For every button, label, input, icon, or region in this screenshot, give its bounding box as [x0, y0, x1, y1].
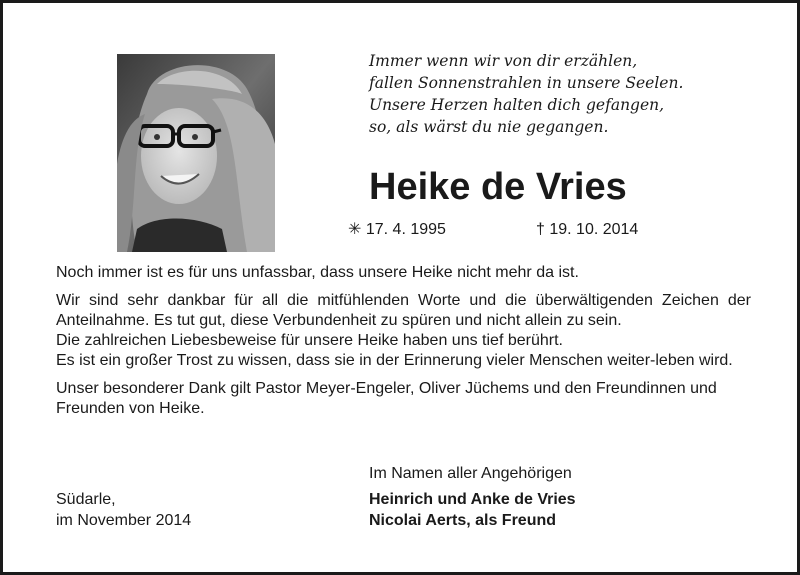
poem-line: fallen Sonnenstrahlen in unsere Seelen. [369, 74, 684, 92]
signers [369, 489, 576, 531]
poem-line: Unsere Herzen halten dich gefangen, [369, 96, 665, 114]
message-paragraph: Wir sind sehr dankbar für all die mitfühlenden Worte und die überwältigenden Zeichen der Anteilnahme. Es tut gut, diese Verbundenheit zu spüren und nicht allein zu sein. [56, 292, 751, 329]
poem-line: Immer wenn wir von dir erzählen, [369, 52, 638, 70]
death-cross-icon: † [536, 221, 545, 238]
life-dates [348, 219, 658, 241]
signer: Heinrich und Anke de Vries [369, 491, 576, 508]
message-paragraph: Die zahlreichen Liebesbeweise für unsere Heike haben uns tief berührt. [56, 332, 563, 349]
birth-star-icon: ✳ [348, 221, 362, 238]
birth-date: 17. 4. 1995 [365, 221, 446, 238]
death-date-group [536, 219, 638, 241]
poem-line: so, als wärst du nie gegangen. [369, 118, 609, 136]
memorial-poem [369, 50, 769, 138]
death-date: 19. 10. 2014 [549, 221, 639, 238]
signature-intro: Im Namen aller Angehörigen [369, 465, 572, 482]
place: Südarle, [56, 491, 116, 508]
signer: Nicolai Aerts, als Freund [369, 512, 557, 529]
date: im November 2014 [56, 512, 192, 529]
message-paragraph: Unser besonderer Dank gilt Pastor Meyer-Engeler, Oliver Jüchems und den Freundinnen und Freunden von Heike. [56, 380, 717, 417]
message-paragraph: Es ist ein großer Trost zu wissen, dass sie in der Erinnerung vieler Menschen weiter-leben wird. [56, 352, 733, 369]
portrait-photo [117, 54, 275, 252]
birth-date-group [348, 219, 446, 241]
deceased-name: Heike de Vries [369, 166, 627, 208]
portrait-photo-icon [117, 54, 275, 252]
place-and-date [56, 489, 191, 531]
message-paragraph: Noch immer ist es für uns unfassbar, dass unsere Heike nicht mehr da ist. [56, 264, 579, 281]
message-body [56, 263, 751, 427]
